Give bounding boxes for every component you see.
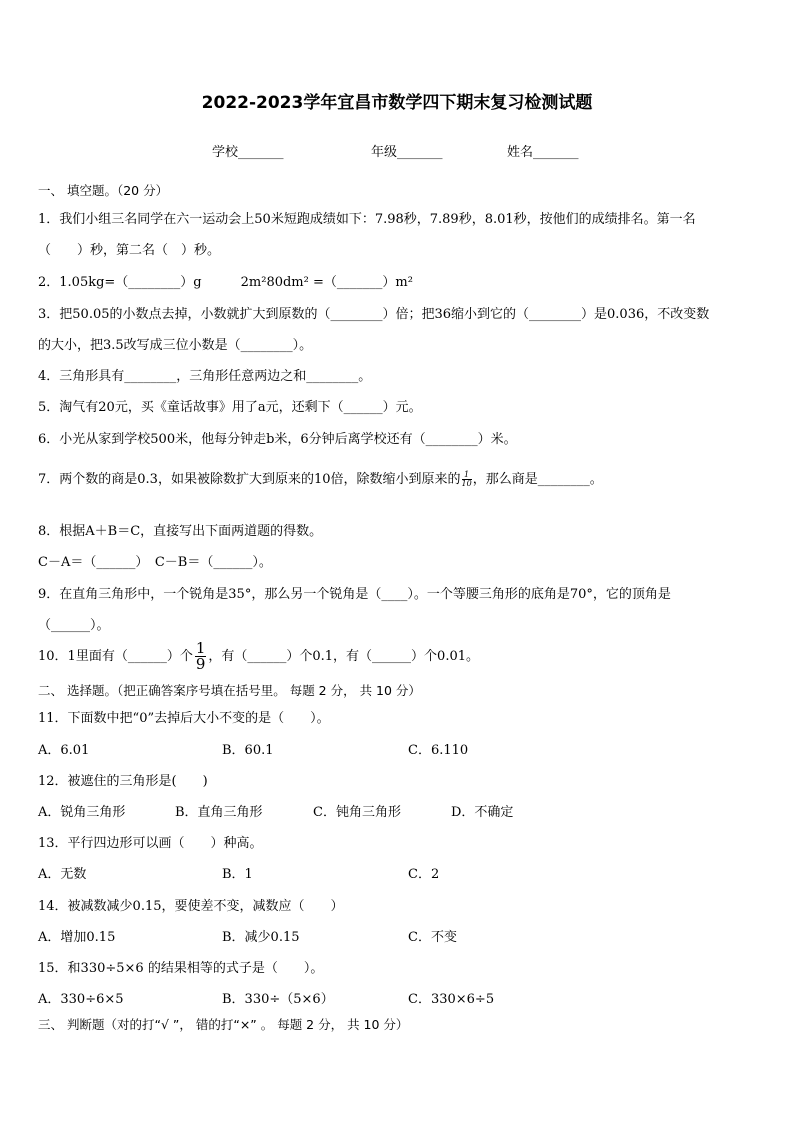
q15-option-c: C．330×6÷5 [408,992,495,1007]
question-8-line-1: 8．根据A＋B＝C，直接写出下面两道题的得数。 [38,524,323,539]
section-3-heading: 三、 判断题（对的打“√ ”， 错的打“×” 。 每题 2 分， 共 10 分） [38,1017,409,1032]
q14-option-c: C．不变 [408,930,457,945]
q12-option-d: D．不确定 [451,805,514,820]
section-2-heading: 二、 选择题。（把正确答案序号填在括号里。 每题 2 分， 共 10 分） [38,683,421,698]
question-15: 15．和330÷5×6 的结果相等的式子是（ ）。 [38,961,324,976]
question-4: 4．三角形具有________，三角形任意两边之和________。 [38,369,372,384]
q11-option-c: C．6.110 [408,743,469,758]
grade-field: 年级_______ [371,145,443,160]
question-8-line-2: C－A＝（______） C－B＝（______）。 [38,555,272,570]
fraction-denominator: 10 [461,479,472,488]
fraction-denominator: 9 [195,655,206,673]
fraction-numerator: 1 [195,639,206,657]
question-10-text-end: ，有（______）个0.1，有（______）个0.01。 [208,649,479,664]
question-10 [38,641,479,672]
question-3-line-2: 的大小，把3.5改写成三位小数是（________）。 [38,338,313,353]
question-7-text-end: ，那么商是________。 [472,472,603,487]
q14-option-a: A．增加0.15 [38,930,116,945]
question-2: 2．1.05kg=（________）g 2m²80dm² =（_______）m² [38,275,413,290]
question-6: 6．小光从家到学校500米，他每分钟走b米，6分钟后离学校还有（________）米。 [38,432,517,447]
question-1-line-1: 1．我们小组三名同学在六一运动会上50米短跑成绩如下：7.98秒，7.89秒，8.01秒，按他们的成绩排名。第一名 [38,212,696,227]
q11-option-a: A．6.01 [38,743,90,758]
question-13: 13．平行四边形可以画（ ）种高。 [38,836,263,851]
q15-option-b: B．330÷（5×6） [222,992,334,1007]
page-title: 2022-2023学年宜昌市数学四下期末复习检测试题 [201,93,593,113]
question-9-line-1: 9．在直角三角形中，一个锐角是35°，那么另一个锐角是（____）。一个等腰三角形的底角是70°，它的顶角是 [38,587,671,602]
fraction-numerator: 1 [462,471,472,480]
question-9-line-2: （______）。 [38,618,110,633]
q14-option-b: B．减少0.15 [222,930,300,945]
fraction-one-ninth [195,641,207,672]
question-5: 5．淘气有20元，买《童话故事》用了a元，还剩下（______）元。 [38,400,422,415]
question-7-text: 7．两个数的商是0.3，如果被除数扩大到原来的10倍，除数缩小到原来的 [38,472,461,487]
q13-option-a: A．无数 [38,867,87,882]
question-1-line-2: （ ）秒，第二名（ ）秒。 [38,243,221,258]
name-field: 姓名_______ [507,145,579,160]
school-field: 学校_______ [212,145,284,160]
q15-option-a: A．330÷6×5 [38,992,124,1007]
q13-option-c: C．2 [408,867,440,882]
q12-option-b: B．直角三角形 [175,805,263,820]
q13-option-b: B．1 [222,867,253,882]
question-7 [38,468,603,488]
fraction-one-tenth [462,471,472,488]
question-14: 14．被减数减少0.15，要使差不变，减数应（ ） [38,899,344,914]
q12-option-a: A．锐角三角形 [38,805,126,820]
question-10-text: 10．1里面有（______）个 [38,649,193,664]
question-3-line-1: 3．把50.05的小数点去掉，小数就扩大到原数的（________）倍；把36缩小到它的（________）是0.036，不改变数 [38,307,710,322]
question-12: 12．被遮住的三角形是( ) [38,774,208,789]
q12-option-c: C．钝角三角形 [313,805,401,820]
q11-option-b: B．60.1 [222,743,274,758]
section-1-heading: 一、 填空题。（20 分） [38,183,169,198]
question-11: 11．下面数中把“0”去掉后大小不变的是（ ）。 [38,711,330,726]
